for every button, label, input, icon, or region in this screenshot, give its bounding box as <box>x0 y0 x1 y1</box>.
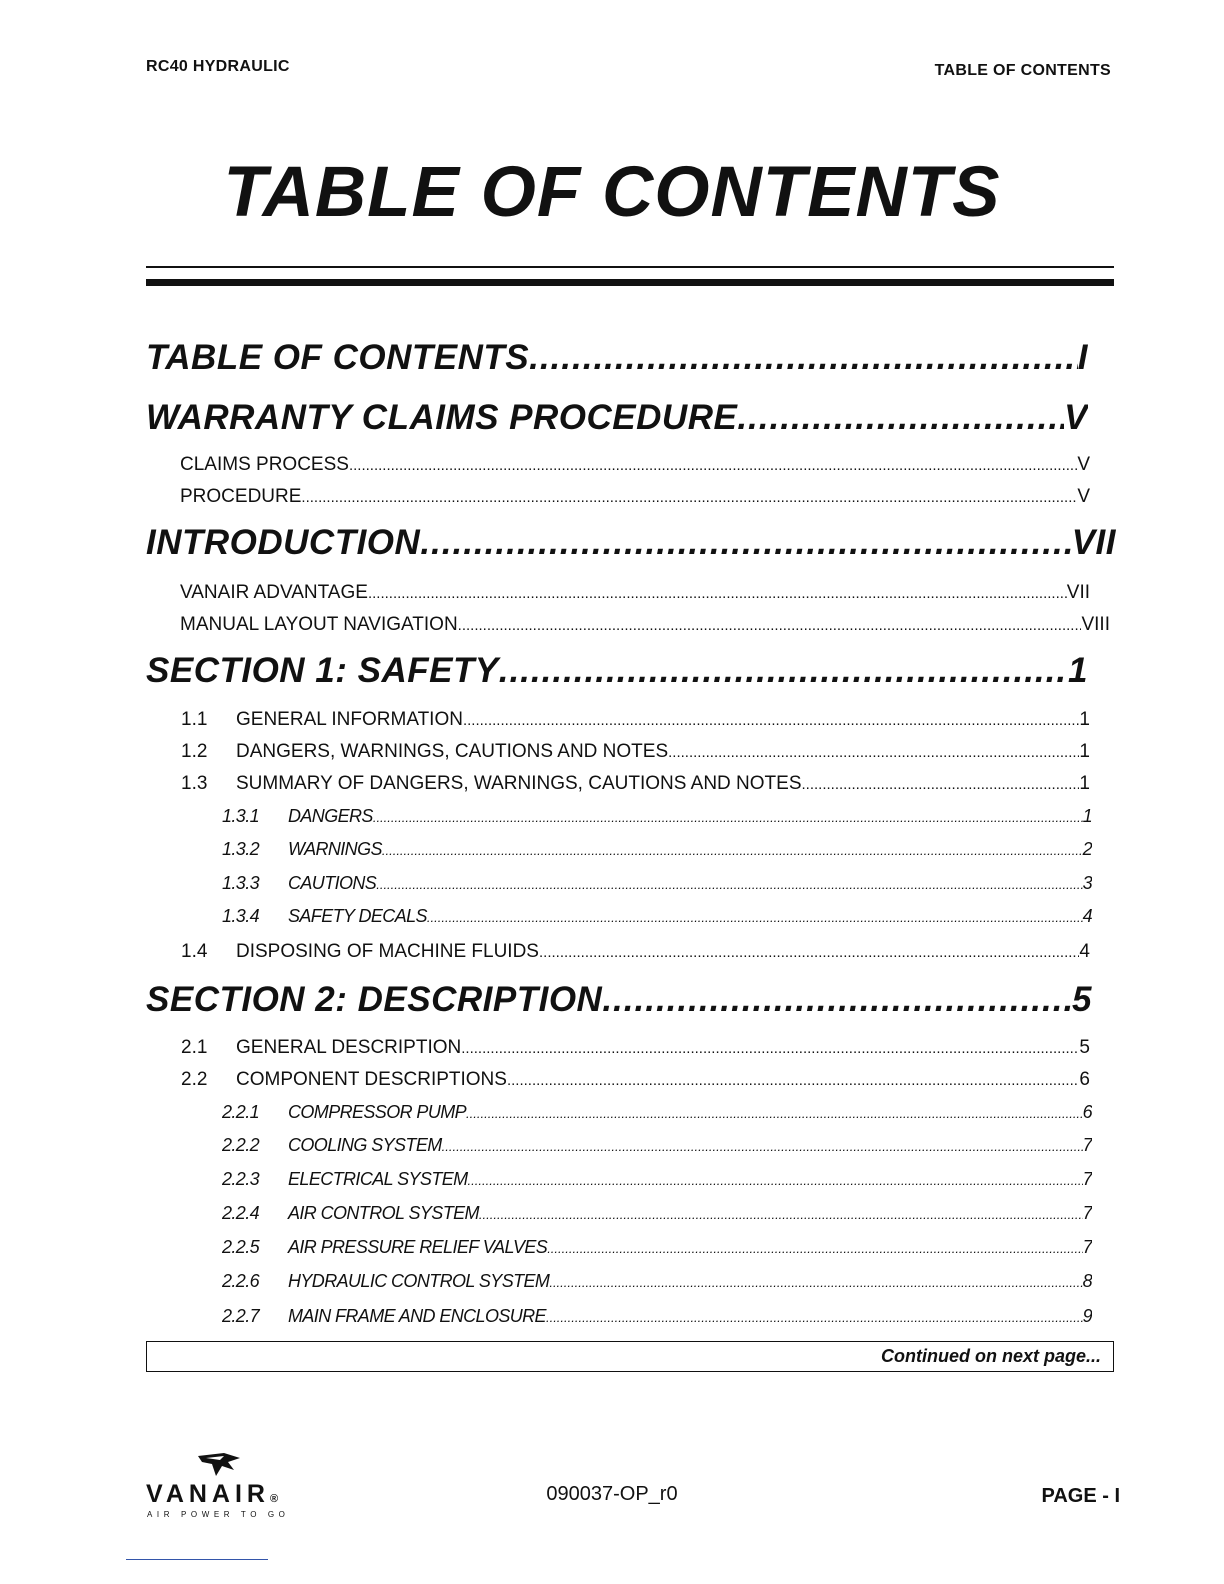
toc-entry-1-3-3[interactable]: 1.3.3 CAUTIONS ..... 3 <box>222 873 1092 894</box>
toc-entry-2-2-7[interactable]: 2.2.7 MAIN FRAME AND ENCLOSURE ..... 9 <box>222 1306 1092 1327</box>
toc-entry-vanair-advantage[interactable]: VANAIR ADVANTAGE ..... VII <box>180 582 1090 604</box>
continued-note: Continued on next page... <box>146 1341 1114 1372</box>
toc-entry-claims-process[interactable]: CLAIMS PROCESS ..... V <box>180 454 1090 476</box>
header-section: TABLE OF CONTENTS <box>934 62 1111 79</box>
toc-entry-procedure[interactable]: PROCEDURE ..... V <box>180 486 1090 508</box>
toc-entry-2-2-6[interactable]: 2.2.6 HYDRAULIC CONTROL SYSTEM ..... 8 <box>222 1271 1092 1292</box>
toc-entry-2-1[interactable]: 2.1 GENERAL DESCRIPTION ..... 5 <box>181 1037 1090 1059</box>
document-code: 090037-OP_r0 <box>546 1483 678 1505</box>
bottom-divider <box>126 1559 268 1560</box>
header-model: RC40 HYDRAULIC <box>146 58 290 75</box>
toc-entry-section-1-safety[interactable]: SECTION 1: SAFETY ..... 1 <box>146 651 1088 691</box>
toc-entry-1-4[interactable]: 1.4 DISPOSING OF MACHINE FLUIDS ..... 4 <box>181 941 1090 963</box>
toc-entry-2-2[interactable]: 2.2 COMPONENT DESCRIPTIONS ..... 6 <box>181 1069 1090 1091</box>
toc-entry-1-3-1[interactable]: 1.3.1 DANGERS ..... 1 <box>222 806 1092 827</box>
toc-entry-2-2-4[interactable]: 2.2.4 AIR CONTROL SYSTEM ..... 7 <box>222 1203 1092 1224</box>
toc-entry-2-2-3[interactable]: 2.2.3 ELECTRICAL SYSTEM ..... 7 <box>222 1169 1092 1190</box>
toc-entry-1-3[interactable]: 1.3 SUMMARY OF DANGERS, WARNINGS, CAUTIONS AND NOTES ..... 1 <box>181 773 1090 795</box>
toc-entry-section-2-description[interactable]: SECTION 2: DESCRIPTION ..... 5 <box>146 980 1092 1020</box>
page-title: TABLE OF CONTENTS <box>223 153 1001 232</box>
toc-entry-1-2[interactable]: 1.2 DANGERS, WARNINGS, CAUTIONS AND NOTES ..... 1 <box>181 741 1090 763</box>
toc-entry-introduction[interactable]: INTRODUCTION ..... VII <box>146 523 1116 563</box>
toc-entry-2-2-5[interactable]: 2.2.5 AIR PRESSURE RELIEF VALVES ..... 7 <box>222 1237 1092 1258</box>
toc-entry-warranty-claims-procedure[interactable]: WARRANTY CLAIMS PROCEDURE ..... V <box>146 398 1088 438</box>
page-number: PAGE - I <box>1041 1485 1120 1507</box>
logo-wordmark: VANAIR <box>146 1480 270 1508</box>
toc-entry-1-3-4[interactable]: 1.3.4 SAFETY DECALS ..... 4 <box>222 906 1092 927</box>
logo-tagline: AIR POWER TO GO <box>147 1510 290 1519</box>
toc-entry-2-2-2[interactable]: 2.2.2 COOLING SYSTEM ..... 7 <box>222 1135 1092 1156</box>
toc-entry-table-of-contents[interactable]: TABLE OF CONTENTS ..... I <box>146 338 1088 378</box>
toc-entry-1-1[interactable]: 1.1 GENERAL INFORMATION ..... 1 <box>181 709 1090 731</box>
registered-mark: ® <box>269 1493 279 1505</box>
logo-mark-icon <box>194 1450 244 1480</box>
toc-entry-1-3-2[interactable]: 1.3.2 WARNINGS ..... 2 <box>222 839 1092 860</box>
toc-entry-2-2-1[interactable]: 2.2.1 COMPRESSOR PUMP ..... 6 <box>222 1102 1092 1123</box>
toc-entry-manual-layout-navigation[interactable]: MANUAL LAYOUT NAVIGATION ..... VIII <box>180 614 1110 636</box>
title-rule-thin <box>146 266 1114 268</box>
title-rule-thick <box>146 279 1114 286</box>
